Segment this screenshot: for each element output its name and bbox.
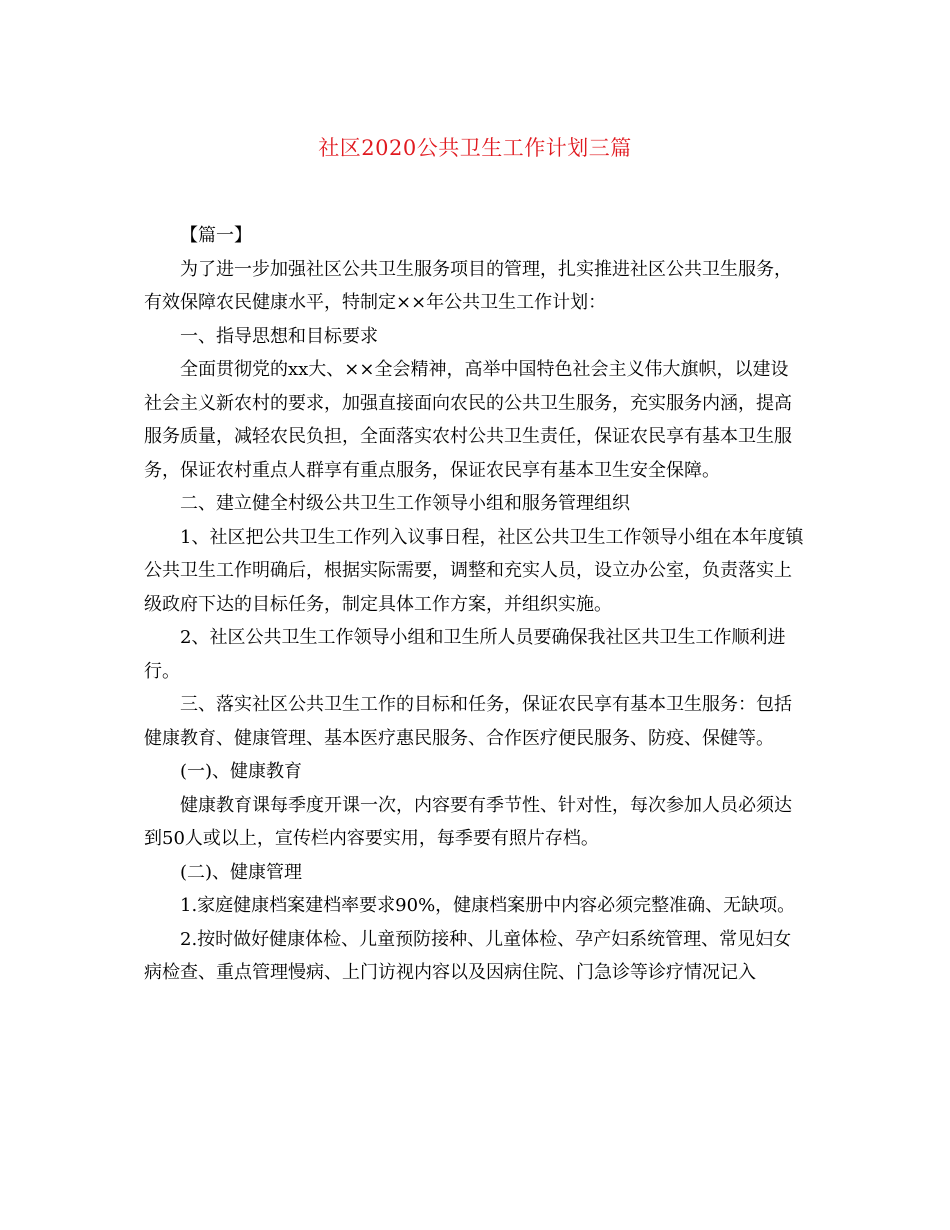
paragraph-leadership-1: 1、社区把公共卫生工作列入议事日程，社区公共卫生工作领导小组在本年度镇公共卫生工作明确后，根据实际需要，调整和充实人员，设立办公室，负责落实上级政府下达的目标任务，制定具体工作方案，并组织实施。 [144, 526, 804, 615]
paragraph-health-education: 健康教育课每季度开课一次，内容要有季节性、针对性，每次参加人员必须达到50人或以上，宣传栏内容要实用，每季要有照片存档。 [144, 794, 792, 849]
document-body [144, 219, 806, 990]
section-heading-guiding-ideas: 一、指导思想和目标要求 [180, 325, 378, 347]
paragraph-guiding-ideas: 全面贯彻党的xx大、××全会精神，高举中国特色社会主义伟大旗帜，以建设社会主义新农村的要求，加强直接面向农民的公共卫生服务，充实服务内涵，提高服务质量，减轻农民负担，全面落实农村公共卫生责任，保证农民享有基本卫生服务，保证农村重点人群享有重点服务，保证农民享有基本卫生安全保障。 [144, 359, 792, 481]
paragraph-health-management-1: 1.家庭健康档案建档率要求90%，健康档案册中内容必须完整准确、无缺项。 [180, 895, 796, 916]
subheading-health-management: (二)、健康管理 [180, 861, 303, 883]
paragraph-leadership-2: 2、社区公共卫生工作领导小组和卫生所人员要确保我社区共卫生工作顺利进行。 [144, 627, 786, 682]
paragraph-goals-tasks: 三、落实社区公共卫生工作的目标和任务，保证农民享有基本卫生服务：包括健康教育、健康管理、基本医疗惠民服务、合作医疗便民服务、防疫、保健等。 [144, 694, 792, 749]
subheading-health-education: (一)、健康教育 [180, 761, 303, 782]
paragraph-intro: 为了进一步加强社区公共卫生服务项目的管理，扎实推进社区公共卫生服务，有效保障农民健康水平，特制定××年公共卫生工作计划： [144, 258, 792, 313]
section-heading-part-one: 【篇一】 [180, 225, 252, 246]
document-title: 社区2020公共卫生工作计划三篇 [318, 136, 632, 160]
section-heading-leadership: 二、建立健全村级公共卫生工作领导小组和服务管理组织 [180, 493, 630, 514]
paragraph-health-management-2: 2.按时做好健康体检、儿童预防接种、儿童体检、孕产妇系统管理、常见妇女病检查、重点管理慢病、上门访视内容以及因病住院、门急诊等诊疗情况记入 [144, 928, 792, 983]
